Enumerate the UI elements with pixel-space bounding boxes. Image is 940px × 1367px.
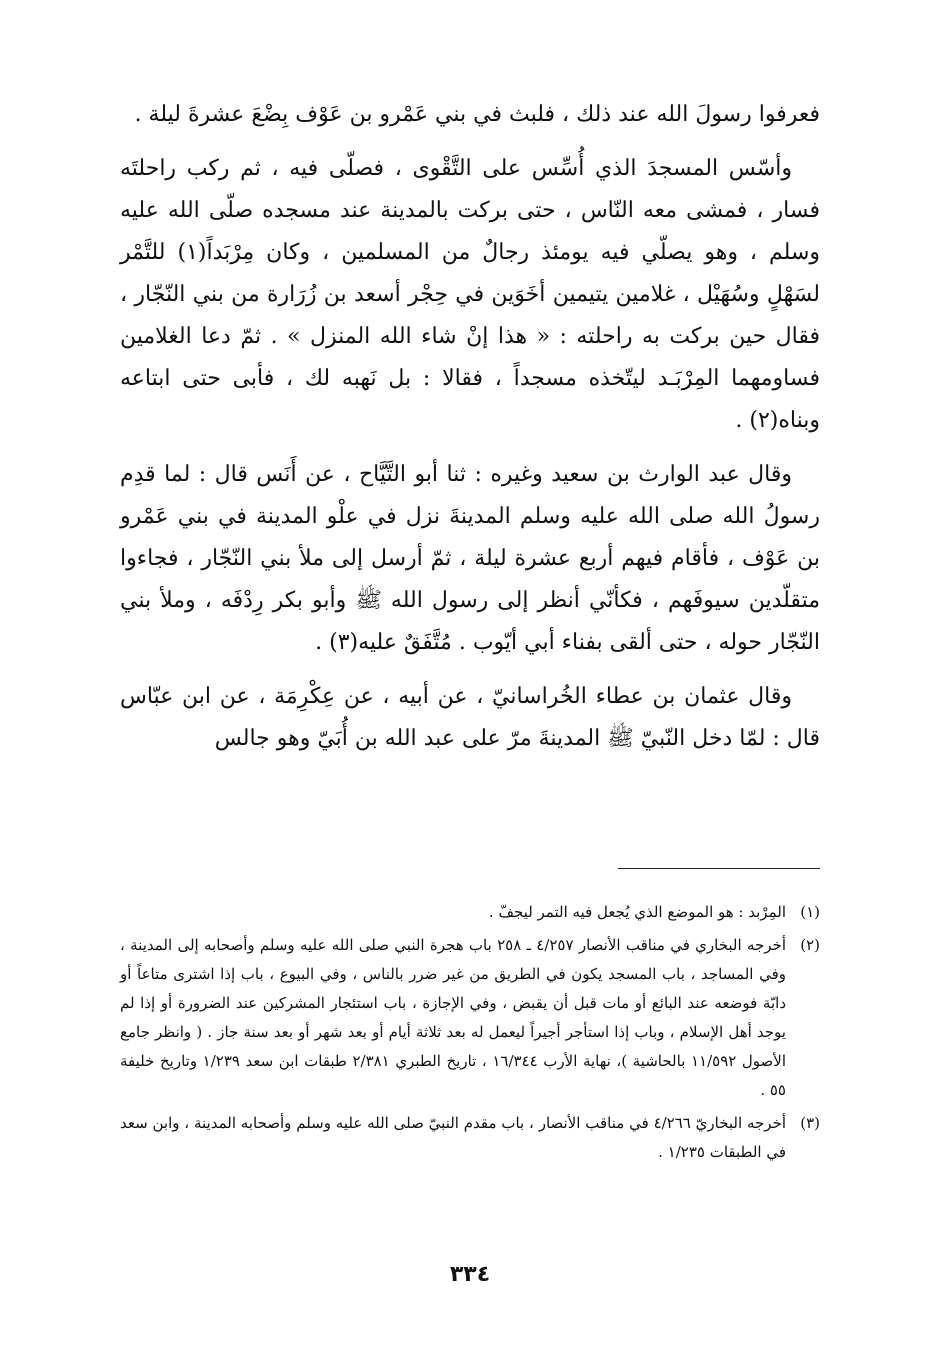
paragraph-1: فعرفوا رسولَ الله عند ذلك ، فلبث في بني عَمْرو بن عَوْف بِضْعَ عشرةَ ليلة . (134, 102, 820, 127)
paragraph-3: وقال عبد الوارث بن سعيد وغيره : ثنا أبو التَّيَّاح ، عن أَنَس قال : لما قدِم رسولُ الله صلى الله عليه وسلم المدينةَ نزل في علْو المدينة في بني عَمْرو بن عَوْف ، فأقام فيهم أربع عشرة ليلة ، ثمّ أرسل إلى ملأ بني النّجّار ، فجاءوا متقلّدين سيوفَهم ، فكأنّي أنظر إلى رسول الله ﷺ وأبو بكر رِدْفَه ، وملأ بني النّجّار حوله ، حتى ألقى بفناء أبي أيّوب . مُتَّفَقٌ عليه(٣) . (120, 462, 820, 655)
paragraph-4: وقال عثمان بن عطاء الخُراسانيّ ، عن أبيه ، عن عِكْرِمَة ، عن ابن عبّاس قال : لمّا دخل النّبيّ ﷺ المدينةَ مرّ على عبد الله بن أُبَيّ وهو جالس (120, 684, 820, 751)
footnote-text: أخرجه البخاري في مناقب الأنصار ٤/٢٥٧ ـ ٢٥٨ باب هجرة النبي صلى الله عليه وسلم وأصحابه إلى المدينة ، وفي المساجد ، باب المسجد يكون في الطريق من غير ضرر بالناس ، وفي البيوع ، باب إذا اشترى متاعاً أو دابّة فوضعه عند البائع أو مات قبل أن يقبض ، وفي الإجازة ، باب استئجار المشركين عند الضرورة أو إذا لم يوجد أهل الإسلام ، وباب إذا استأجر أجيراً ليعمل له بعد ثلاثة أيام أو بعد شهر أو بعد سنة جاز . ( وانظر جامع الأصول ١١/٥٩٢ بالحاشية )، نهاية الأرب ١٦/٣٤٤ ، تاريخ الطبري ٢/٣٨١ طبقات ابن سعد ١/٢٣٩ وتاريخ خليفة ٥٥ . (120, 936, 787, 1099)
footnote-3 (120, 1109, 820, 1167)
footnote-separator (618, 868, 820, 869)
footnote-number: (٢) (800, 936, 820, 954)
footnote-number: (١) (800, 903, 820, 921)
footnote-number: (٣) (800, 1114, 820, 1132)
footnote-2 (120, 931, 820, 1105)
footnotes (120, 898, 820, 1171)
footnote-1 (120, 898, 820, 927)
page-number: ٣٣٤ (449, 1262, 491, 1287)
paragraph-2: وأسّس المسجدَ الذي أُسِّس على التَّقْوى ، فصلّى فيه ، ثم ركب راحلتَه فسار ، فمشى معه النّاس ، حتى بركت بالمدينة عند مسجده صلّى الله عليه وسلم ، وهو يصلّي فيه يومئذ رجالٌ من المسلمين ، وكان مِرْبَداً(١) للتَّمْر لسَهْلٍ وسُهَيْل ، غلامين يتيمين أخَوَين في حِجْر أسعد بن زُرَارة من بني النّجّار ، فقال حين بركت به راحلته : « هذا إنْ شاء الله المنزل » . ثمّ دعا الغلامين فساومهما المِرْبَـد ليتّخذه مسجداً ، فقالا : بل نَهبه لك ، فأبى حتى ابتاعه وبناه(٢) . (120, 156, 820, 433)
footnote-text: المِرْبد : هو الموضع الذي يُجعل فيه التمر ليجفّ . (488, 903, 786, 921)
footnote-text: أخرجه البخاريّ ٤/٢٦٦ في مناقب الأنصار ، باب مقدم النبيّ صلى الله عليه وسلم وأصحابه المدينة ، وابن سعد في الطبقات ١/٢٣٥ . (120, 1114, 786, 1161)
main-text (120, 94, 820, 772)
